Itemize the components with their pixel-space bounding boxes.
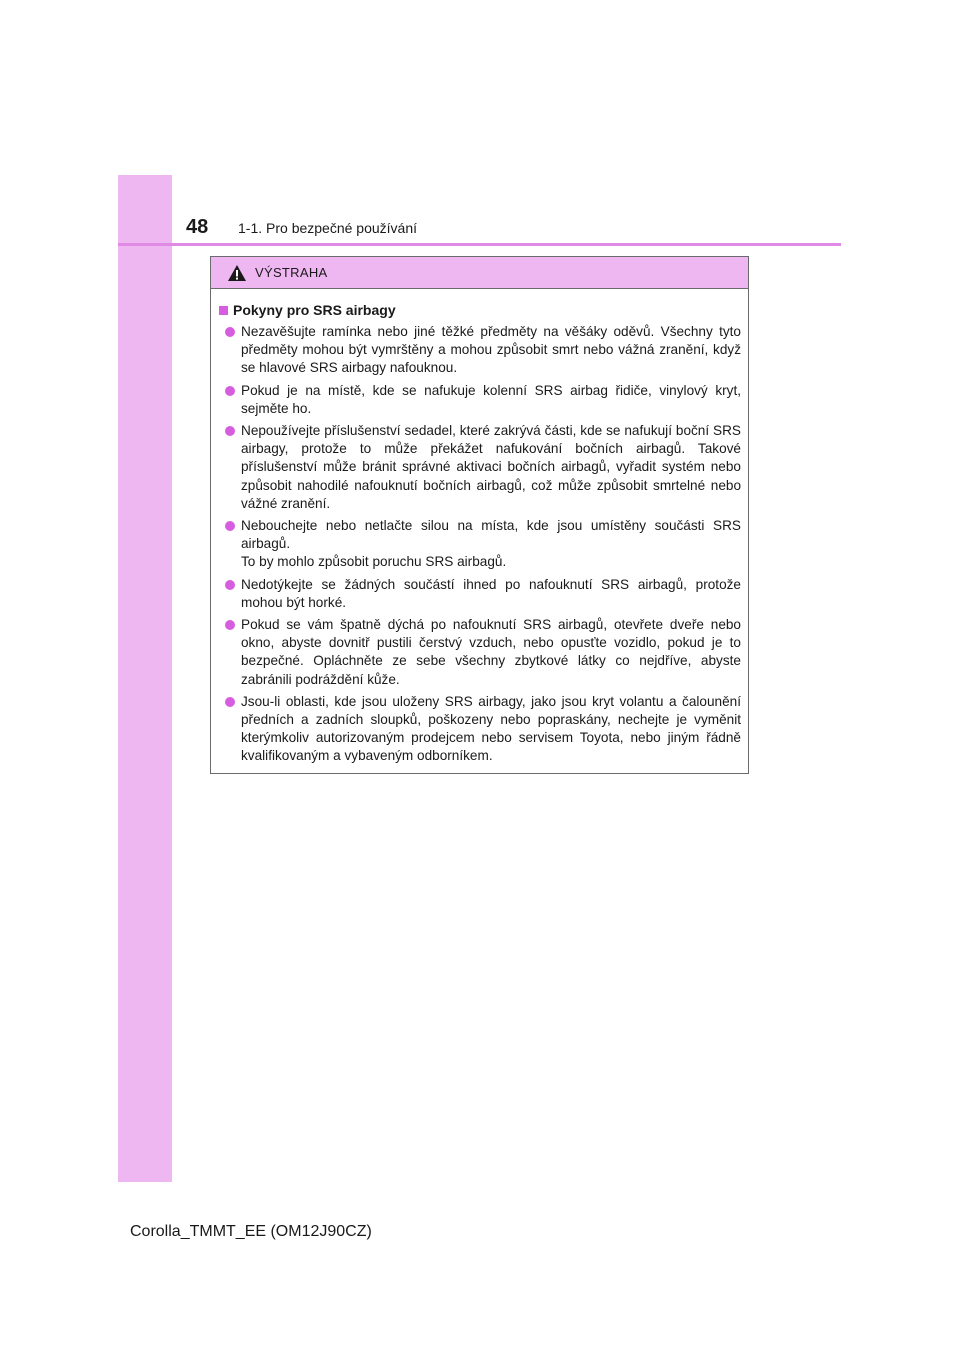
list-item: Pokud se vám špatně dýchá po nafouknutí SRS airbagů, otevřete dveře nebo okno, abyste dovnitř pustili čerstvý vzduch, nebo opusťte vozidlo, pokud je to bezpečné. Opláchněte ze sebe všechny zbytkové látky co nejdříve, abyste zabránili podráždění kůže. [219,616,741,689]
section-heading-text: Pokyny pro SRS airbagy [233,302,396,318]
bullet-dot-icon [225,386,235,396]
list-item: Jsou-li oblasti, kde jsou uloženy SRS airbagy, jako jsou kryt volantu a čalounění předních a zadních sloupků, poškozeny nebo popraskány, nechejte je vyměnit kterýmkoliv autorizovaným prodejcem nebo servisem Toyota, nebo jiným řádně kvalifikovaným a vybaveným odborníkem. [219,693,741,766]
square-bullet-icon [219,306,228,315]
section-heading [219,301,741,319]
bullet-dot-icon [225,580,235,590]
list-item: Nedotýkejte se žádných součástí ihned po nafouknutí SRS airbagů, protože mohou být horké. [219,576,741,612]
side-tab-band [118,175,172,1182]
bullet-dot-icon [225,521,235,531]
footer-document-code: Corolla_TMMT_EE (OM12J90CZ) [130,1223,372,1240]
warning-triangle-icon [227,264,247,282]
list-item: Pokud je na místě, kde se nafukuje kolenní SRS airbag řidiče, vinylový kryt, sejměte ho. [219,382,741,418]
warning-header [211,257,748,289]
bullet-dot-icon [225,327,235,337]
page-header [186,216,417,242]
warning-body [211,289,748,766]
list-item: Nezavěšujte ramínka nebo jiné těžké předměty na věšáky oděvů. Všechny tyto předměty mohou být vymrštěny a mohou způsobit smrt nebo vážná zranění, když se hlavové SRS airbagy nafouknou. [219,323,741,378]
list-item: Nepoužívejte příslušenství sedadel, které zakrývá části, kde se nafukují boční SRS airbagy, protože to může překážet nafukování bočních airbagů. Takové příslušenství může bránit správné aktivaci bočních airbagů, vyřadit systém nebo způsobit nahodilé nafouknutí bočních airbagů, což může způsobit smrtelné nebo vážné zranění. [219,422,741,513]
bullet-dot-icon [225,620,235,630]
page-number: 48 [186,216,209,238]
warning-title: VÝSTRAHA [255,265,328,280]
bullet-dot-icon [225,426,235,436]
warning-list [219,323,741,766]
list-item: Nebouchejte nebo netlačte silou na místa, kde jsou umístěny součásti SRS airbagů. To by mohlo způsobit poruchu SRS airbagů. [219,517,741,572]
header-rule [118,243,841,246]
warning-box [210,256,749,774]
bullet-dot-icon [225,697,235,707]
section-title: 1-1. Pro bezpečné používání [238,220,418,236]
